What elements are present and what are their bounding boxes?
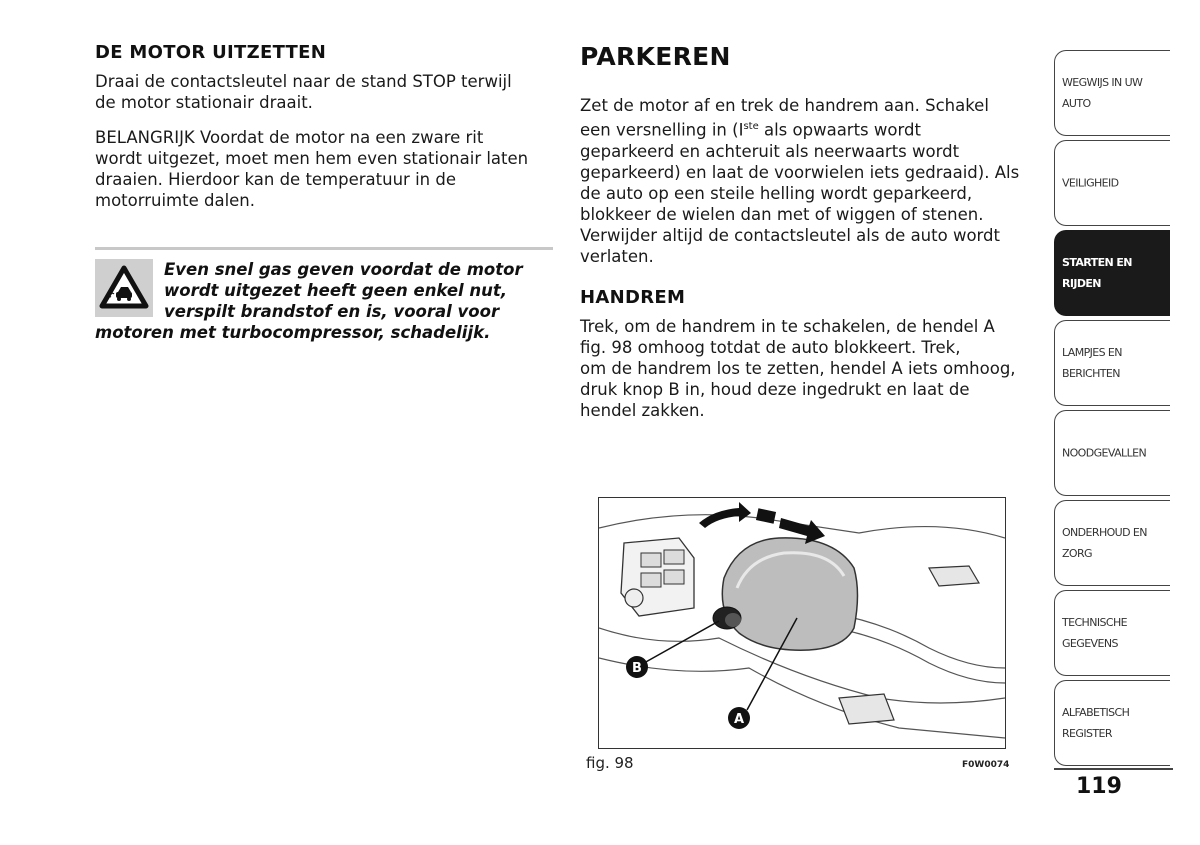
warning-line: wordt uitgezet heeft geen enkel nut, [164, 281, 508, 300]
superscript: ste [743, 121, 759, 132]
page-number-rule [1054, 768, 1173, 770]
paragraph-line: Trek, om de handrem in te schakelen, de hendel A [580, 316, 995, 336]
tab-noodgevallen[interactable] [1054, 410, 1170, 496]
warning-line: Even snel gas geven voordat de motor [164, 260, 523, 279]
paragraph-line: verlaten. [580, 246, 654, 266]
section-heading-motor-uitzetten: DE MOTOR UITZETTEN [95, 42, 327, 63]
paragraph-line: Zet de motor af en trek de handrem aan. Schakel [580, 96, 989, 115]
label-b: B [632, 661, 642, 676]
label-a: A [733, 712, 745, 727]
paragraph-line: de motor stationair draait. [95, 93, 313, 112]
figure-handbrake [598, 497, 1006, 749]
tab-label: ALFABETISCH REGISTER [1062, 706, 1130, 740]
warning-text [95, 259, 555, 343]
tab-starten-en-rijden[interactable] [1054, 230, 1170, 316]
paragraph-line: BELANGRIJK Voordat de motor na een zware rit [95, 128, 484, 147]
paragraph-line: geparkeerd) en laat de voorwielen iets gedraaid). Als [580, 162, 1020, 182]
page-title: PARKEREN [580, 42, 731, 71]
paragraph-line: om de handrem los te zetten, hendel A iets omhoog, [580, 358, 1016, 378]
warning-line: verspilt brandstof en is, vooral voor [164, 302, 500, 321]
tab-label: LAMPJES EN BERICHTEN [1062, 346, 1122, 380]
tab-wegwijs[interactable] [1054, 50, 1170, 136]
page-number: 119 [1076, 774, 1122, 799]
paragraph-line: de auto op een steile helling wordt geparkeerd, [580, 183, 973, 203]
tab-alfabetisch-register[interactable] [1054, 680, 1170, 766]
tab-technische-gegevens[interactable] [1054, 590, 1170, 676]
figure-code: F0W0074 [962, 760, 1010, 770]
right-column [580, 42, 1040, 435]
tab-label: WEGWIJS IN UW AUTO [1062, 76, 1143, 110]
paragraph-line: fig. 98 omhoog totdat de auto blokkeert. Trek, [580, 337, 961, 357]
tab-lampjes[interactable] [1054, 320, 1170, 406]
tab-veiligheid[interactable] [1054, 140, 1170, 226]
paragraph-contactsleutel [95, 71, 555, 113]
paragraph-line: wordt uitgezet, moet men hem even stationair laten [95, 149, 529, 168]
paragraph-belangrijk [95, 127, 555, 211]
warning-box [95, 259, 555, 343]
paragraph-line: een versnelling in (I [580, 120, 744, 140]
tab-onderhoud[interactable] [1054, 500, 1170, 586]
paragraph-line: hendel zakken. [580, 400, 705, 420]
paragraph-handrem [580, 316, 1040, 421]
warning-divider [95, 247, 553, 250]
tab-label: NOODGEVALLEN [1062, 446, 1147, 460]
paragraph-line: druk knop B in, houd deze ingedrukt en laat de [580, 379, 970, 399]
tab-label: VEILIGHEID [1062, 176, 1119, 190]
left-column [95, 42, 555, 225]
tab-label: STARTEN EN RIJDEN [1062, 256, 1132, 290]
handbrake-illustration [599, 498, 1005, 748]
tab-label: ONDERHOUD EN ZORG [1062, 526, 1147, 560]
warning-triangle-icon [95, 259, 153, 317]
paragraph-line: geparkeerd en achteruit als neerwaarts wordt [580, 141, 960, 161]
paragraph-line: Verwijder altijd de contactsleutel als de auto wordt [580, 225, 1000, 245]
section-heading-handrem: HANDREM [580, 286, 686, 308]
paragraph-parkeren [580, 95, 1040, 267]
figure-caption: fig. 98 [586, 754, 634, 772]
paragraph-line: motorruimte dalen. [95, 191, 256, 210]
paragraph-line: blokkeer de wielen dan met of wiggen of stenen. [580, 204, 984, 224]
paragraph-line: draaien. Hierdoor kan de temperatuur in de [95, 170, 456, 189]
tab-label: TECHNISCHE GEGEVENS [1062, 616, 1127, 650]
warning-line: motoren met turbocompressor, schadelijk. [95, 323, 491, 342]
paragraph-line: Draai de contactsleutel naar de stand STOP terwijl [95, 72, 512, 91]
paragraph-line: als opwaarts wordt [758, 120, 921, 140]
